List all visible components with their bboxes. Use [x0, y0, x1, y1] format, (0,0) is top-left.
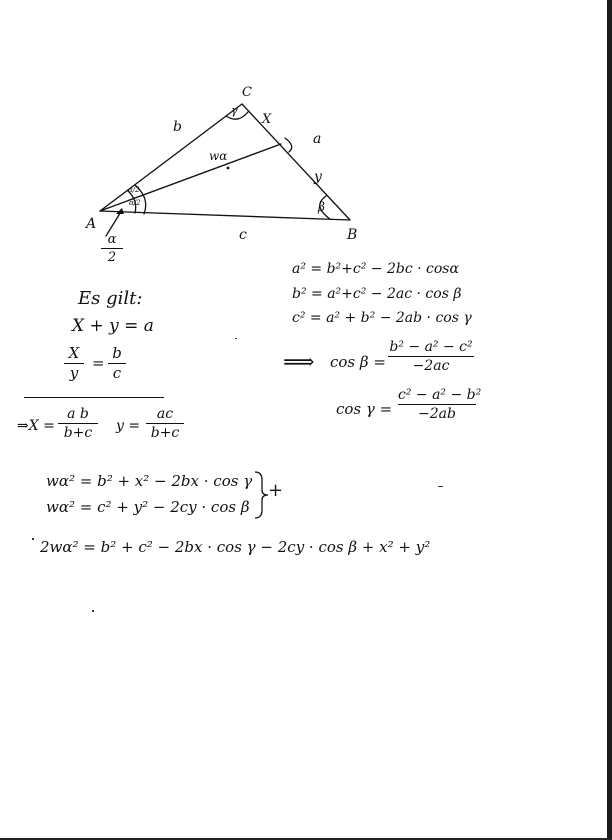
angle-label-alpha-half-2: α/2: [129, 199, 141, 207]
bisector-label: wα: [209, 149, 228, 163]
vertex-label-c: C: [242, 85, 252, 100]
alpha-half-den: 2: [107, 250, 117, 265]
angle-label-alpha-half-1: α/2: [128, 186, 140, 194]
cosine-law-line-1: a² = b²+c² − 2bc · cosα: [292, 261, 459, 277]
scan-dot: [92, 610, 94, 612]
side-c-line: [100, 211, 350, 220]
bisector-sum-equation: 2wα² = b² + c² − 2bx · cos γ − 2cy · cos β + x² + y²: [40, 538, 431, 556]
bisector-equation-1: wα² = b² + x² − 2bx · cos γ: [46, 472, 253, 490]
alpha-half-note: [101, 233, 123, 264]
segment-label-y: y: [314, 169, 322, 185]
cos-gamma-fraction: c² − a² − b² −2ab: [398, 387, 482, 422]
scan-dot: [235, 338, 237, 339]
angle-label-gamma: γ: [231, 104, 238, 117]
brace-plus-sign: +: [268, 480, 284, 501]
bisector-midpoint-dot: [227, 167, 230, 170]
bisector-foot-arc: [285, 138, 292, 152]
result-x-prefix: ⇒X =: [17, 418, 55, 434]
angle-label-beta: β: [318, 200, 325, 214]
cos-beta-prefix: cos β =: [330, 353, 386, 371]
implies-arrow: ⟹: [283, 350, 315, 375]
result-y-fraction: ac b+c: [146, 407, 184, 440]
side-label-b: b: [173, 119, 182, 135]
bisector-equation-2: wα² = c² + y² − 2cy · cos β: [46, 498, 250, 516]
triangle-diagram: [0, 0, 612, 300]
scan-right-edge: [607, 0, 612, 840]
cosine-law-line-3: c² = a² + b² − 2ab · cos γ: [292, 310, 472, 326]
vertex-label-b: B: [347, 227, 358, 243]
notes-separator-line: [24, 397, 164, 398]
sum-equation: X + y = a: [72, 316, 154, 336]
scan-dot: [32, 538, 34, 540]
angle-bisector-line: [100, 144, 281, 211]
ratio-right-fraction: b c: [108, 346, 126, 381]
es-gilt-heading: Es gilt:: [78, 288, 143, 309]
cos-gamma-prefix: cos γ =: [336, 400, 393, 418]
result-y-prefix: y =: [116, 418, 141, 434]
cos-beta-fraction: b² − a² − c² −2ac: [389, 339, 473, 374]
ratio-left-fraction: X y: [64, 346, 84, 381]
ratio-equals: =: [92, 354, 105, 372]
side-label-c: c: [239, 227, 247, 243]
side-label-a: a: [313, 131, 322, 147]
side-a-line: [242, 104, 350, 220]
alpha-half-num: α: [107, 232, 117, 247]
scan-dot: [438, 486, 443, 487]
segment-label-x: X: [262, 112, 272, 127]
result-x-fraction: a b b+c: [58, 407, 98, 440]
cosine-law-line-2: b² = a²+c² − 2ac · cos β: [292, 286, 462, 302]
vertex-label-a: A: [86, 216, 97, 232]
